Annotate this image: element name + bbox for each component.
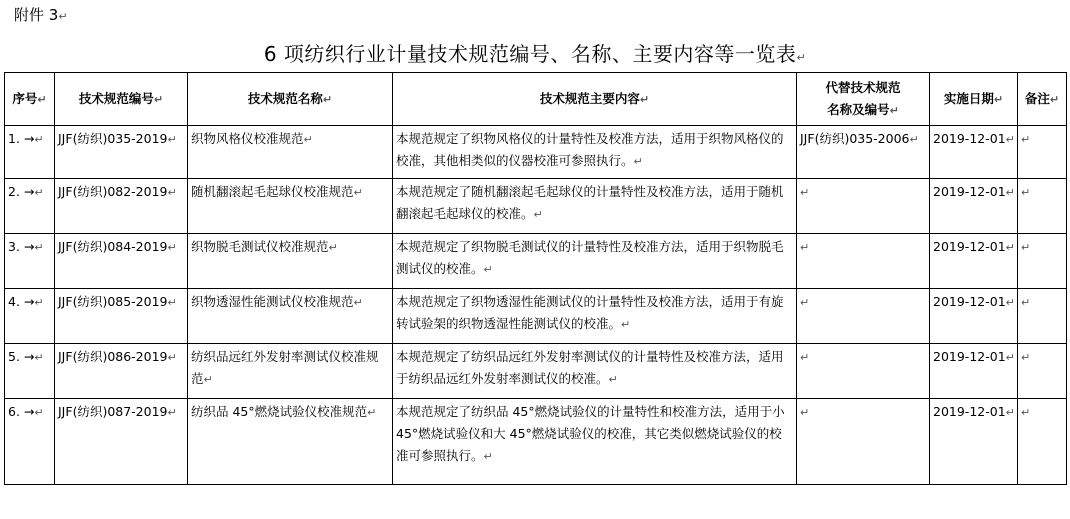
- cell-date: 2019-12-01↵: [930, 126, 1018, 179]
- cell-name: 织物透湿性能测试仪校准规范↵: [188, 289, 393, 344]
- table-row: [5, 234, 1067, 289]
- cell-remark: ↵: [1018, 234, 1067, 289]
- cell-code: JJF(纺织)086-2019↵: [55, 344, 188, 399]
- table-row: [5, 289, 1067, 344]
- cell-seq: 5. →↵: [5, 344, 55, 399]
- header-replaces: 代替技术规范 名称及编号↵: [797, 73, 930, 126]
- cell-remark: ↵: [1018, 399, 1067, 485]
- table-row: [5, 399, 1067, 485]
- cell-date: 2019-12-01↵: [930, 289, 1018, 344]
- table-header-row: [5, 73, 1067, 126]
- cell-replaces: JJF(纺织)035-2006↵: [797, 126, 930, 179]
- table-row: [5, 126, 1067, 179]
- cell-content: 本规范规定了织物脱毛测试仪的计量特性及校准方法，适用于织物脱毛测试仪的校准。↵: [393, 234, 797, 289]
- cell-code: JJF(纺织)084-2019↵: [55, 234, 188, 289]
- cell-seq: 1. →↵: [5, 126, 55, 179]
- cell-name: 纺织品远红外发射率测试仪校准规范↵: [188, 344, 393, 399]
- annex-label: 附件 3↵: [14, 6, 68, 24]
- cell-name: 织物脱毛测试仪校准规范↵: [188, 234, 393, 289]
- cell-content: 本规范规定了纺织品远红外发射率测试仪的计量特性及校准方法，适用于纺织品远红外发射率测试仪的校准。↵: [393, 344, 797, 399]
- header-code: 技术规范编号↵: [55, 73, 188, 126]
- cell-code: JJF(纺织)082-2019↵: [55, 179, 188, 234]
- cell-seq: 2. →↵: [5, 179, 55, 234]
- table-row: [5, 179, 1067, 234]
- cell-name: 纺织品 45°燃烧试验仪校准规范↵: [188, 399, 393, 485]
- header-date: 实施日期↵: [930, 73, 1018, 126]
- cell-content: 本规范规定了随机翻滚起毛起球仪的计量特性及校准方法，适用于随机翻滚起毛起球仪的校准。↵: [393, 179, 797, 234]
- table-row: [5, 344, 1067, 399]
- cell-name: 随机翻滚起毛起球仪校准规范↵: [188, 179, 393, 234]
- cell-remark: ↵: [1018, 126, 1067, 179]
- specification-table: [4, 72, 1067, 485]
- cell-date: 2019-12-01↵: [930, 344, 1018, 399]
- cell-replaces: ↵: [797, 399, 930, 485]
- cell-date: 2019-12-01↵: [930, 399, 1018, 485]
- header-name: 技术规范名称↵: [188, 73, 393, 126]
- cell-replaces: ↵: [797, 344, 930, 399]
- cell-code: JJF(纺织)087-2019↵: [55, 399, 188, 485]
- cell-date: 2019-12-01↵: [930, 179, 1018, 234]
- cell-date: 2019-12-01↵: [930, 234, 1018, 289]
- cell-remark: ↵: [1018, 289, 1067, 344]
- cell-seq: 4. →↵: [5, 289, 55, 344]
- cell-remark: ↵: [1018, 179, 1067, 234]
- cell-code: JJF(纺织)085-2019↵: [55, 289, 188, 344]
- cell-seq: 3. →↵: [5, 234, 55, 289]
- cell-content: 本规范规定了纺织品 45°燃烧试验仪的计量特性和校准方法，适用于小 45°燃烧试验仪和大 45°燃烧试验仪的校准，其它类似燃烧试验仪的校准可参照执行。↵: [393, 399, 797, 485]
- header-seq: 序号↵: [5, 73, 55, 126]
- cell-name: 织物风格仪校准规范↵: [188, 126, 393, 179]
- cell-replaces: ↵: [797, 234, 930, 289]
- cell-content: 本规范规定了织物透湿性能测试仪的计量特性及校准方法，适用于有旋转试验架的织物透湿性能测试仪的校准。↵: [393, 289, 797, 344]
- cell-content: 本规范规定了织物风格仪的计量特性及校准方法，适用于织物风格仪的校准，其他相类似的仪器校准可参照执行。↵: [393, 126, 797, 179]
- cell-replaces: ↵: [797, 179, 930, 234]
- header-remark: 备注↵: [1018, 73, 1067, 126]
- cell-code: JJF(纺织)035-2019↵: [55, 126, 188, 179]
- cell-seq: 6. →↵: [5, 399, 55, 485]
- header-content: 技术规范主要内容↵: [393, 73, 797, 126]
- cell-remark: ↵: [1018, 344, 1067, 399]
- document-title: 6 项纺织行业计量技术规范编号、名称、主要内容等一览表↵: [263, 42, 807, 66]
- cell-replaces: ↵: [797, 289, 930, 344]
